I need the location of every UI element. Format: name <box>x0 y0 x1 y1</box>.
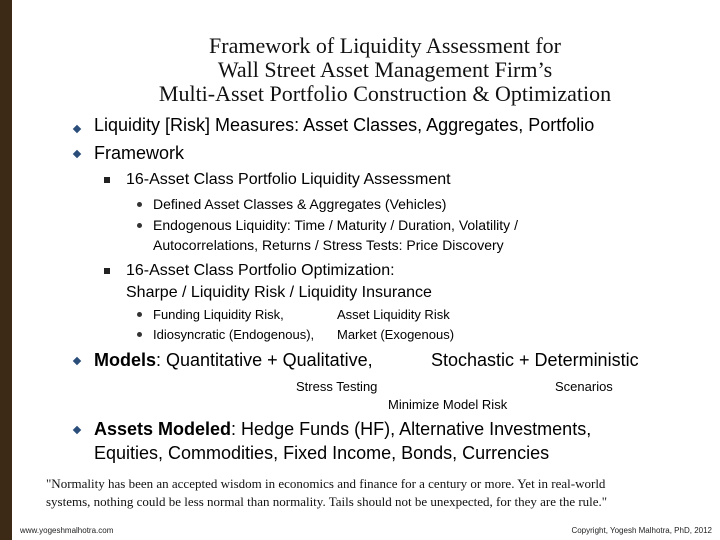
item-market-exogenous: Market (Exogenous) <box>337 327 455 342</box>
label-scenarios: Scenarios <box>555 379 613 394</box>
title-line-2: Wall Street Asset Management Firm’s <box>217 57 553 82</box>
sub-bullet-optimization: 16-Asset Class Portfolio Optimization: <box>126 262 395 279</box>
normality-quote <box>46 475 686 511</box>
item-defined-asset-classes: Defined Asset Classes & Aggregates (Vehicles) <box>153 196 447 212</box>
quote-line-1: "Normality has been an accepted wisdom in economics and finance for a century or more. Yet in real-world <box>46 476 606 491</box>
dot-bullet-icon <box>137 332 142 337</box>
item-endogenous-liquidity: Endogenous Liquidity: Time / Maturity / Duration, Volatility / <box>153 217 518 233</box>
title-line-3: Multi-Asset Portfolio Construction & Optimization <box>158 81 612 106</box>
models-stochastic: Stochastic + Deterministic <box>431 350 639 370</box>
diamond-bullet-icon <box>73 125 81 133</box>
diamond-bullet-icon <box>73 150 81 158</box>
square-bullet-icon <box>104 177 110 183</box>
diamond-bullet-icon <box>73 357 81 365</box>
item-asset-liquidity-risk: Asset Liquidity Risk <box>337 307 450 322</box>
models-text: : Quantitative + Qualitative, <box>156 350 373 370</box>
sidebar-bar <box>0 0 12 540</box>
bullet-assets-modeled <box>94 417 591 441</box>
title-line-1: Framework of Liquidity Assessment for <box>209 33 561 58</box>
bullet-liquidity-measures: Liquidity [Risk] Measures: Asset Classes, Aggregates, Portfolio <box>94 115 595 135</box>
item-funding-liquidity-risk: Funding Liquidity Risk, <box>153 307 284 322</box>
square-bullet-icon <box>104 268 110 274</box>
dot-bullet-icon <box>137 223 142 228</box>
dot-bullet-icon <box>137 312 142 317</box>
slide-title <box>90 34 680 106</box>
models-label: Models <box>94 350 157 370</box>
bullet-framework: Framework <box>94 143 185 163</box>
quote-line-2: systems, nothing could be less normal than normality. Tails should not be unexpected, for they are the rule." <box>46 494 608 509</box>
diamond-bullet-icon <box>73 426 81 434</box>
sub-bullet-optimization-cont: Sharpe / Liquidity Risk / Liquidity Insurance <box>126 284 432 301</box>
label-stress-testing: Stress Testing <box>296 379 378 394</box>
bullet-assets-cont: Equities, Commodities, Fixed Income, Bonds, Currencies <box>94 443 550 463</box>
bullet-models <box>94 348 373 372</box>
sub-bullet-assessment: 16-Asset Class Portfolio Liquidity Assessment <box>126 171 451 188</box>
item-idiosyncratic: Idiosyncratic (Endogenous), <box>153 327 315 342</box>
assets-label: Assets Modeled <box>94 419 232 439</box>
footer-copyright: Copyright, Yogesh Malhotra, PhD, 2012 <box>571 526 712 535</box>
label-minimize-model-risk: Minimize Model Risk <box>388 397 508 412</box>
assets-text: : Hedge Funds (HF), Alternative Investments, <box>231 419 592 439</box>
item-endogenous-liquidity-cont: Autocorrelations, Returns / Stress Tests: Price Discovery <box>153 237 504 253</box>
dot-bullet-icon <box>137 202 142 207</box>
footer-website: www.yogeshmalhotra.com <box>20 526 114 535</box>
